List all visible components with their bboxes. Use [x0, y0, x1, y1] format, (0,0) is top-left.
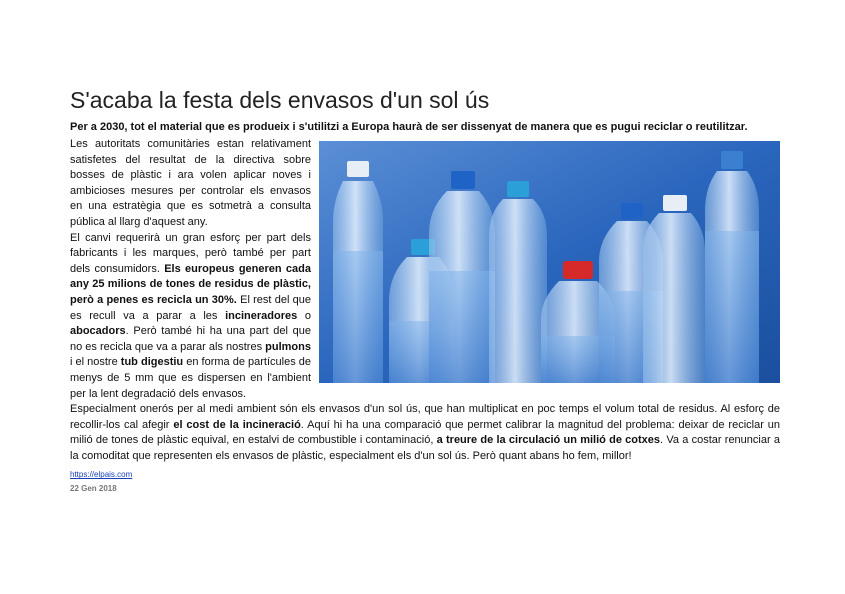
article-body	[70, 137, 780, 464]
bottle-4	[489, 181, 547, 383]
bottle-3	[429, 171, 495, 383]
bottle-1	[333, 161, 383, 383]
paragraph-3: Especialment onerós per al medi ambient són els envasos d'un sol ús, que han multiplicat en poc temps el volum total de residus. Al esforç de recollir-los cal afegir el cost de la incineració. Aquí hi ha una comparació que permet calibrar la magnitud del problema: deixar de reciclar un milió de tones de plàstic equival, en estalvi de combustible i contaminació, a treure de la circulació un milió de cotxes. Va a costar renunciar a la comoditat que representen els envasos de plàstic, especialment els d'un sol ús. Però quant abans ho fem, millor!	[70, 403, 780, 462]
paragraph-1: Les autoritats comunitàries estan relativament satisfetes del resultat de la directiva sobre bosses de plàstic i ara volen aplicar noves i ambicioses mesures per controlar els envasos en una estratègia que es sotmetrà a consulta pública al llarg d'aquest any.	[70, 138, 311, 228]
bottle-7	[643, 195, 705, 383]
source-link[interactable]: https://elpais.com	[70, 470, 133, 480]
article-lead: Per a 2030, tot el material que es produeix i s'utilitzi a Europa haurà de ser dissenyat de manera que es pugui reciclar o reutilitzar.	[70, 121, 748, 133]
article	[70, 86, 780, 493]
article-title: S'acaba la festa dels envasos d'un sol ús	[70, 87, 490, 113]
article-date: 22 Gen 2018	[70, 484, 117, 494]
paragraph-2: El canvi requerirà un gran esforç per part dels fabricants i les marques, però també per part dels consumidors. Els europeus generen cada any 25 milions de tones de residus de plàstic, però a penes es recicla un 30%. El rest del que es recull va a parar a les incineradores o abocadors. Però també hi ha una part del que no es recicla que va a parar als nostres pulmons i el nostre tub digestiu en forma de partícules de menys de 5 mm que es dispersen en l'ambient per la lent degradació dels envasos.	[70, 231, 312, 400]
bottle-8	[705, 151, 759, 383]
bottles-photo	[319, 141, 780, 383]
